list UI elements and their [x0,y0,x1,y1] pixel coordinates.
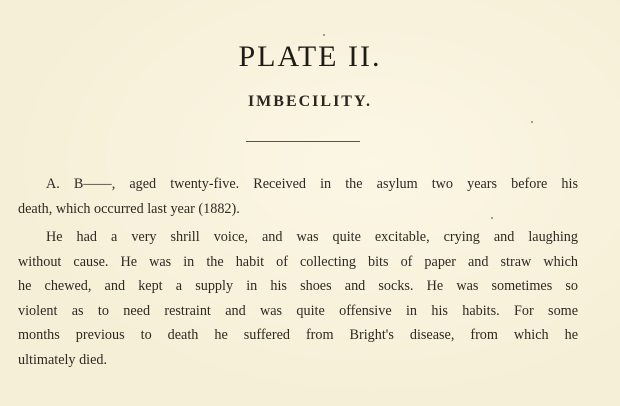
paragraph-line: death, which occurred last year (1882). [18,200,240,217]
paragraph-line: without cause. He was in the habit of collecting bits of paper and straw which [18,253,578,270]
case-paragraph-2 [18,225,578,372]
paragraph-line: months previous to death he suffered from Bright's disease, from which he [18,327,578,343]
plate-subtitle: IMBECILITY. [247,93,373,110]
paragraph-line: he chewed, and kept a supply in his shoes and socks. He was sometimes so [18,278,578,294]
paper-speck [323,34,325,36]
title-divider [246,141,360,142]
paragraph-line: A. B——, aged twenty-five. Received in the asylum two years before his [46,176,578,192]
paragraph-line: violent as to need restraint and was quite offensive in his habits. For some [18,302,578,319]
case-paragraph-1 [18,172,578,221]
paper-speck [491,217,493,219]
paper-speck [531,121,533,123]
plate-title: PLATE II. [238,40,382,73]
paragraph-line: ultimately died. [18,351,108,368]
paragraph-line: He had a very shrill voice, and was quite excitable, crying and laughing [46,229,578,245]
